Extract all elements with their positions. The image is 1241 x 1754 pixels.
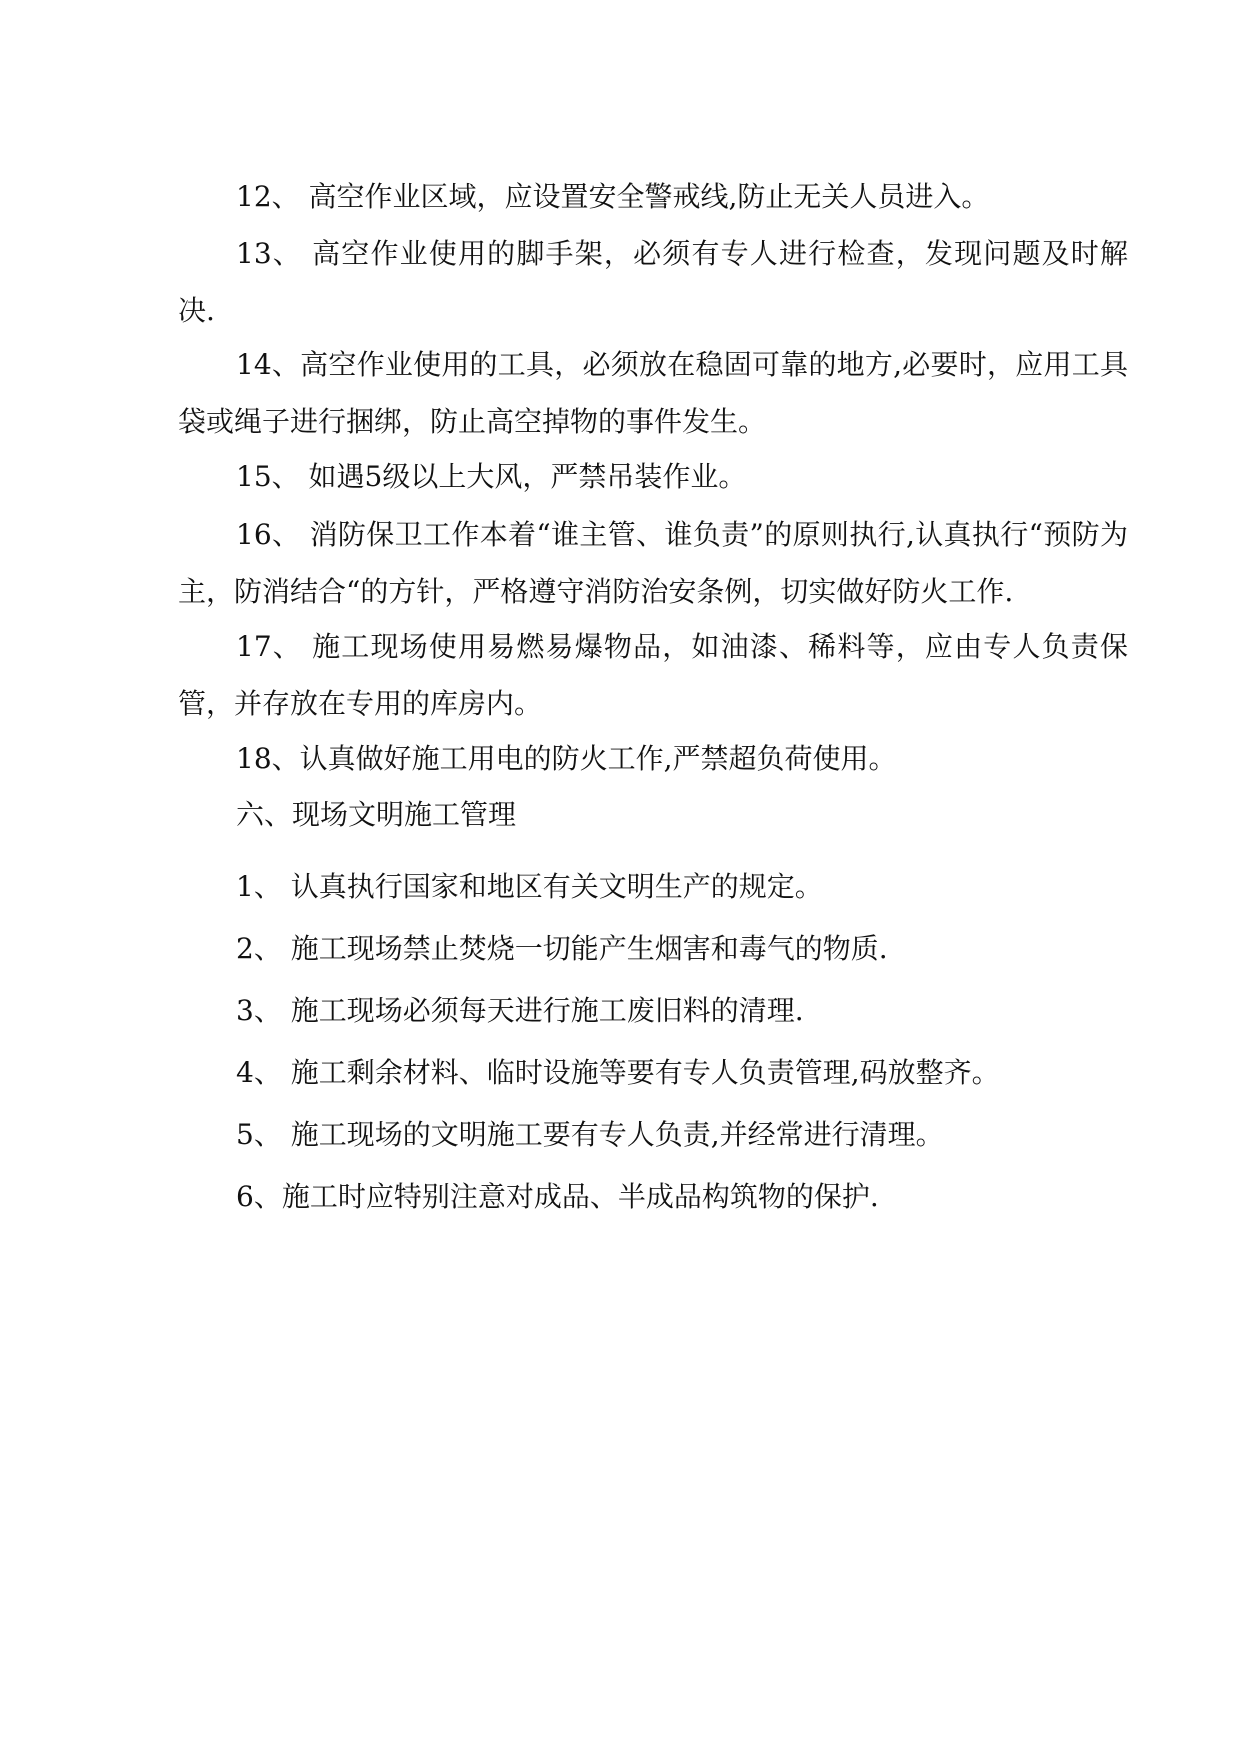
paragraph-13: 13、 高空作业使用的脚手架，必须有专人进行检查，发现问题及时解决. bbox=[178, 237, 1128, 327]
paragraph-12: 12、 高空作业区域，应设置安全警戒线,防止无关人员进入。 bbox=[236, 180, 990, 213]
paragraph-16: 16、 消防保卫工作本着“谁主管、谁负责”的原则执行,认真执行“预防为主，防消结合“的方针，严格遵守消防治安条例，切实做好防火工作. bbox=[178, 518, 1128, 608]
paragraph-15: 15、 如遇5级以上大风，严禁吊装作业。 bbox=[236, 460, 747, 493]
paragraph-14: 14、高空作业使用的工具，必须放在稳固可靠的地方,必要时，应用工具袋或绳子进行捆绑，防止高空掉物的事件发生。 bbox=[178, 348, 1128, 438]
paragraph-17: 17、 施工现场使用易燃易爆物品，如油漆、稀料等，应由专人负责保管，并存放在专用的库房内。 bbox=[178, 630, 1128, 720]
list-item-4: 4、 施工剩余材料、临时设施等要有专人负责管理,码放整齐。 bbox=[236, 1056, 1000, 1089]
list-item-6: 6、施工时应特别注意对成品、半成品构筑物的保护. bbox=[236, 1180, 879, 1213]
paragraph-18: 18、认真做好施工用电的防火工作,严禁超负荷使用。 bbox=[236, 742, 897, 775]
list-item-2: 2、 施工现场禁止焚烧一切能产生烟害和毒气的物质. bbox=[236, 932, 888, 965]
list-item-1: 1、 认真执行国家和地区有关文明生产的规定。 bbox=[236, 870, 823, 903]
list-item-3: 3、 施工现场必须每天进行施工废旧料的清理. bbox=[236, 994, 804, 1027]
list-item-5: 5、 施工现场的文明施工要有专人负责,并经常进行清理。 bbox=[236, 1118, 944, 1151]
section-heading: 六、现场文明施工管理 bbox=[236, 798, 517, 831]
